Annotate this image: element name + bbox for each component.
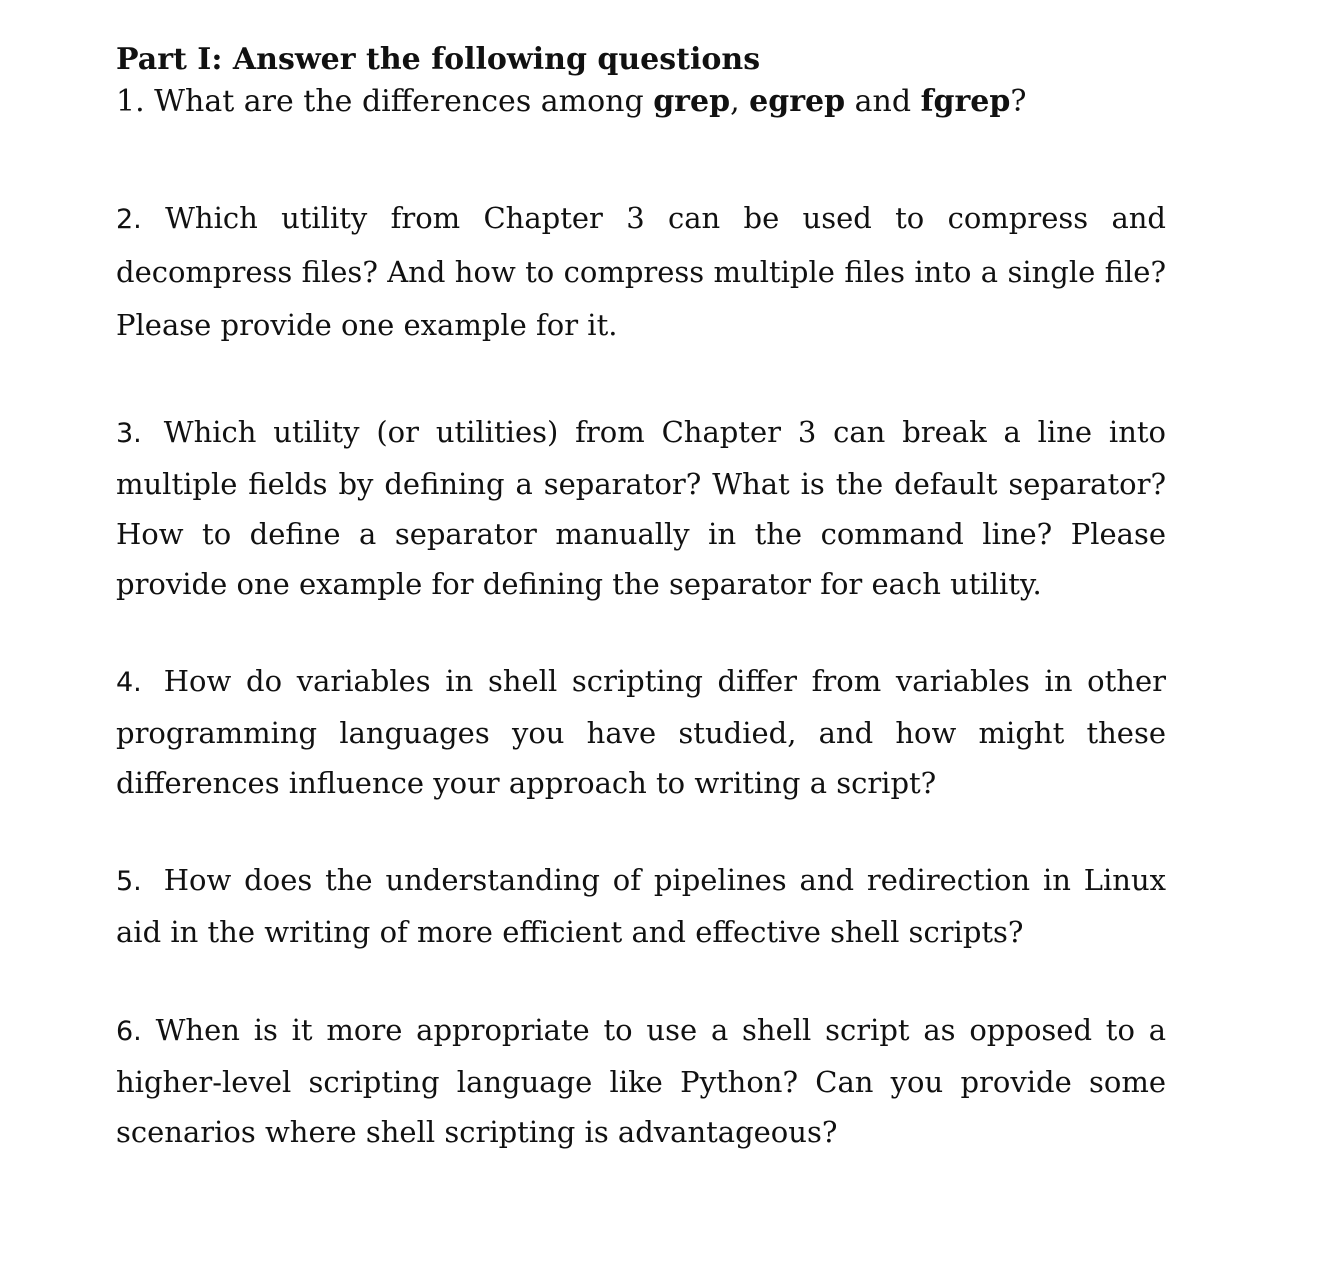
question-2-text: Which utility from Chapter 3 can be used to compress and decompress files? And how to compress multiple files into a single file? Please provide one example for it. [116,201,1166,342]
question-3-text: Which utility (or utilities) from Chapter 3 can break a line into multiple fields by defining a separator? What is the default separator? How to define a separator manually in the command line? Please provide one example for defining the separator for each utility. [116,415,1166,601]
question-3 [116,407,1166,609]
fgrep-command: fgrep [920,84,1011,119]
document-page [116,40,1167,1149]
question-4-number: 4. [116,667,142,698]
question-5-number: 5. [116,866,142,897]
question-6 [116,1005,1166,1157]
question-5-text: How does the understanding of pipelines and redirection in Linux aid in the writing of more efficient and effective shell scripts? [116,863,1166,949]
grep-command: grep [653,84,731,119]
question-1-separator-2: and [845,84,921,119]
egrep-command: egrep [749,84,846,119]
question-1-suffix: ? [1010,84,1027,119]
question-5 [116,855,1166,957]
question-6-number: 6. [116,1016,142,1047]
question-1 [116,80,1166,124]
part-title: Part I: Answer the following questions [116,42,761,77]
question-2-number: 2. [116,204,142,235]
question-3-number: 3. [116,418,142,449]
question-1-separator-1: , [730,84,750,119]
question-2 [116,192,1166,352]
question-4 [116,656,1166,808]
question-1-prefix: 1. What are the differences among [116,84,654,119]
question-4-text: How do variables in shell scripting differ from variables in other programming languages you have studied, and how might these differences influence your approach to writing a script? [116,664,1166,800]
question-6-text: When is it more appropriate to use a shell script as opposed to a higher-level scripting language like Python? Can you provide some scenarios where shell scripting is advantageous? [116,1013,1167,1149]
